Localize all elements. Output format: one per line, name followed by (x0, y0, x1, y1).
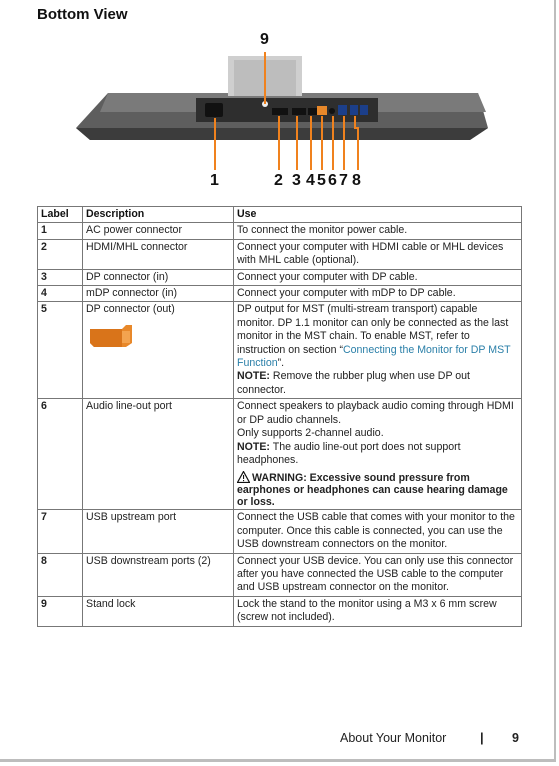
rubber-plug-image (88, 323, 134, 351)
header-description: Description (83, 207, 234, 223)
table-row (38, 286, 522, 302)
row-label: 9 (38, 596, 83, 626)
row-description-text: DP connector (out) (86, 303, 175, 316)
connector-table (37, 206, 522, 627)
table-row (38, 302, 522, 399)
table-row (38, 596, 522, 626)
warning-icon (237, 471, 250, 483)
table-row (38, 269, 522, 285)
audio-use-text: Connect speakers to playback audio coming through HDMI or DP audio channels. (237, 400, 514, 426)
row-description: HDMI/MHL connector (83, 239, 234, 269)
row-use (234, 399, 522, 510)
callout-8: 8 (352, 172, 361, 189)
dp-out-use-text: DP output for MST (multi-stream transport) capable monitor. DP 1.1 monitor can only be connected as the last monitor in the MST chain. To enable MST, refer to instruction on section “ (237, 303, 509, 356)
row-label: 5 (38, 302, 83, 399)
row-use: Connect your computer with HDMI cable or MHL devices with MHL cable (optional). (234, 239, 522, 269)
header-use: Use (234, 207, 522, 223)
row-use: Connect the USB cable that comes with your monitor to the computer. Once this cable is connected, you can use the USB downstream connectors on the monitor. (234, 510, 522, 553)
table-row (38, 239, 522, 269)
row-description: DP connector (in) (83, 269, 234, 285)
callout-2: 2 (274, 172, 283, 189)
callout-1: 1 (210, 172, 219, 189)
row-label: 3 (38, 269, 83, 285)
row-label: 8 (38, 553, 83, 596)
table-row (38, 510, 522, 553)
table-row (38, 223, 522, 239)
callout-3: 3 (292, 172, 301, 189)
dp-out-use-tail: ”. (277, 357, 285, 370)
row-description (83, 302, 234, 399)
page-number: 9 (512, 731, 519, 745)
footer-separator: | (480, 730, 484, 745)
section-heading: Bottom View (37, 6, 128, 23)
callout-6: 6 (328, 172, 337, 189)
row-use: Connect your USB device. You can only use this connector after you have connected the USB cable to the computer and USB upstream connector on the monitor. (234, 553, 522, 596)
monitor-bottom-figure (0, 0, 559, 200)
audio-channel-text: Only supports 2-channel audio. (237, 427, 384, 440)
note-text: Remove the rubber plug when use DP out connector. (237, 370, 470, 396)
row-label: 6 (38, 399, 83, 510)
header-label: Label (38, 207, 83, 223)
row-use: Lock the stand to the monitor using a M3 x 6 mm screw (screw not included). (234, 596, 522, 626)
monitor-bottom-illustration (0, 0, 559, 200)
row-description: Audio line-out port (83, 399, 234, 510)
row-use: Connect your computer with mDP to DP cable. (234, 286, 522, 302)
table-row (38, 399, 522, 510)
row-use (234, 302, 522, 399)
table-header-row (38, 207, 522, 223)
row-description: AC power connector (83, 223, 234, 239)
callout-5: 5 (317, 172, 326, 189)
table-row (38, 553, 522, 596)
note-text: The audio line-out port does not support headphones. (237, 440, 461, 466)
callout-4: 4 (306, 172, 315, 189)
row-label: 4 (38, 286, 83, 302)
row-label: 7 (38, 510, 83, 553)
row-description: USB upstream port (83, 510, 234, 553)
row-use: To connect the monitor power cable. (234, 223, 522, 239)
callout-9: 9 (260, 31, 269, 48)
row-description: USB downstream ports (2) (83, 553, 234, 596)
callout-7: 7 (339, 172, 348, 189)
row-use: Connect your computer with DP cable. (234, 269, 522, 285)
row-description: mDP connector (in) (83, 286, 234, 302)
row-label: 2 (38, 239, 83, 269)
row-label: 1 (38, 223, 83, 239)
warning-text: WARNING: Excessive sound pressure from earphones or headphones can cause hearing damage or loss. (237, 472, 508, 509)
footer-section-title: About Your Monitor (340, 731, 447, 745)
mst-section-link[interactable]: Connecting the Monitor for DP MST Function (237, 343, 511, 370)
note-label: NOTE: (237, 370, 270, 383)
note-label: NOTE: (237, 440, 270, 453)
warning-block (237, 471, 518, 508)
row-description: Stand lock (83, 596, 234, 626)
